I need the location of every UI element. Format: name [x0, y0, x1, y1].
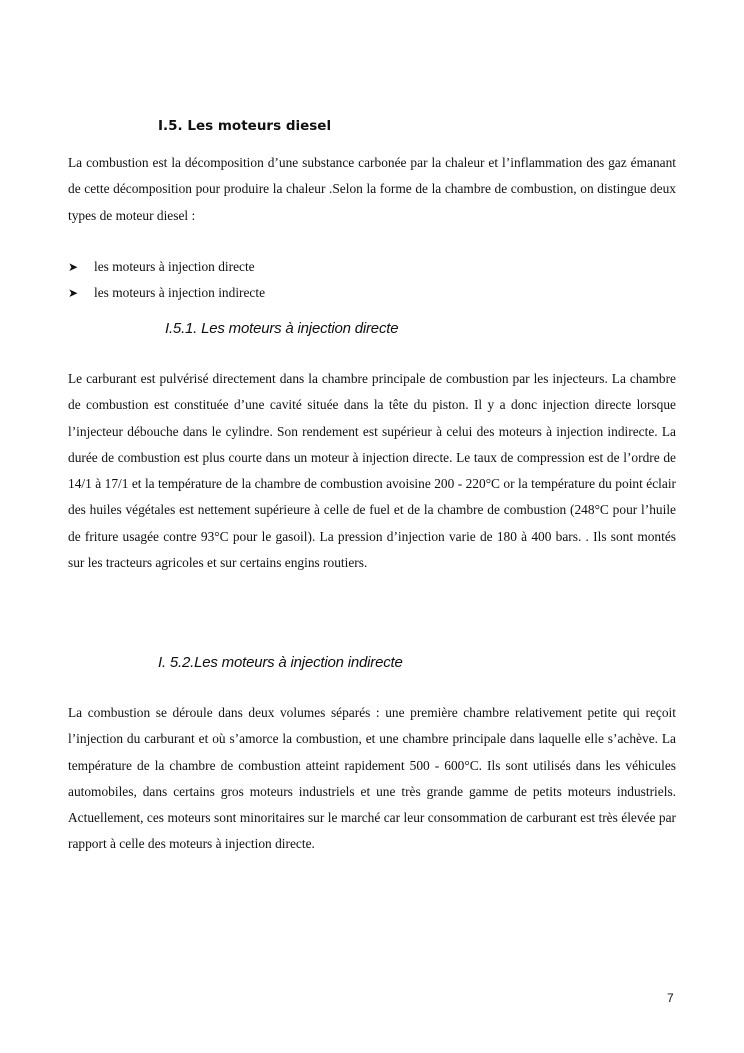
indirect-injection-paragraph: La combustion se déroule dans deux volumes séparés : une première chambre relativement petite qui reçoit l’injection du carburant et où s’amorce la combustion, et une chambre principale dans laquelle elle s’achève. La température de la chambre de combustion atteint rapidement 500 - 600°C. Ils sont utilisés dans les véhicules automobiles, dans certains gros moteurs industriels et une très grande gamme de petits moteurs industriels. Actuellement, ces moteurs sont minoritaires sur le marché car leur consommation de carburant est très élevée par rapport à celle des moteurs à injection directe. — [68, 705, 676, 852]
arrow-bullet-icon: ➤ — [68, 260, 79, 274]
arrow-bullet-icon: ➤ — [68, 286, 79, 300]
subsection-heading-indirect-injection: I. 5.2.Les moteurs à injection indirecte — [158, 654, 403, 671]
list-item — [68, 254, 265, 280]
list-item — [68, 280, 265, 306]
list-item-text: les moteurs à injection indirecte — [94, 285, 266, 300]
list-item-text: les moteurs à injection directe — [94, 259, 255, 274]
section-heading: I.5. Les moteurs diesel — [158, 118, 332, 134]
section-intro-paragraph: La combustion est la décomposition d’une substance carbonée par la chaleur et l’inflammation des gaz émanant de cette décomposition pour produire la chaleur .Selon la forme de la chambre de combustion, on distingue deux types de moteur diesel : — [68, 155, 676, 223]
subsection-heading-direct-injection: I.5.1. Les moteurs à injection directe — [165, 320, 399, 337]
diesel-types-list — [68, 254, 265, 306]
direct-injection-paragraph: Le carburant est pulvérisé directement dans la chambre principale de combustion par les injecteurs. La chambre de combustion est constituée d’une cavité située dans la tête du piston. Il y a donc injection directe lorsque l’injecteur débouche dans le cylindre. Son rendement est supérieur à celui des moteurs à injection indirecte. La durée de combustion est plus courte dans un moteur à injection directe. Le taux de compression est de l’ordre de 14/1 à 17/1 et la température de la chambre de combustion avoisine 200 - 220°C or la température du point éclair des huiles végétales est nettement supérieure à celle de fuel et de la chambre de combustion (248°C pour l’huile de friture usagée contre 93°C pour le gasoil). La pression d’injection varie de 180 à 400 bars. . Ils sont montés sur les tracteurs agricoles et sur certains engins routiers. — [68, 371, 676, 571]
page-number: 7 — [667, 991, 674, 1005]
